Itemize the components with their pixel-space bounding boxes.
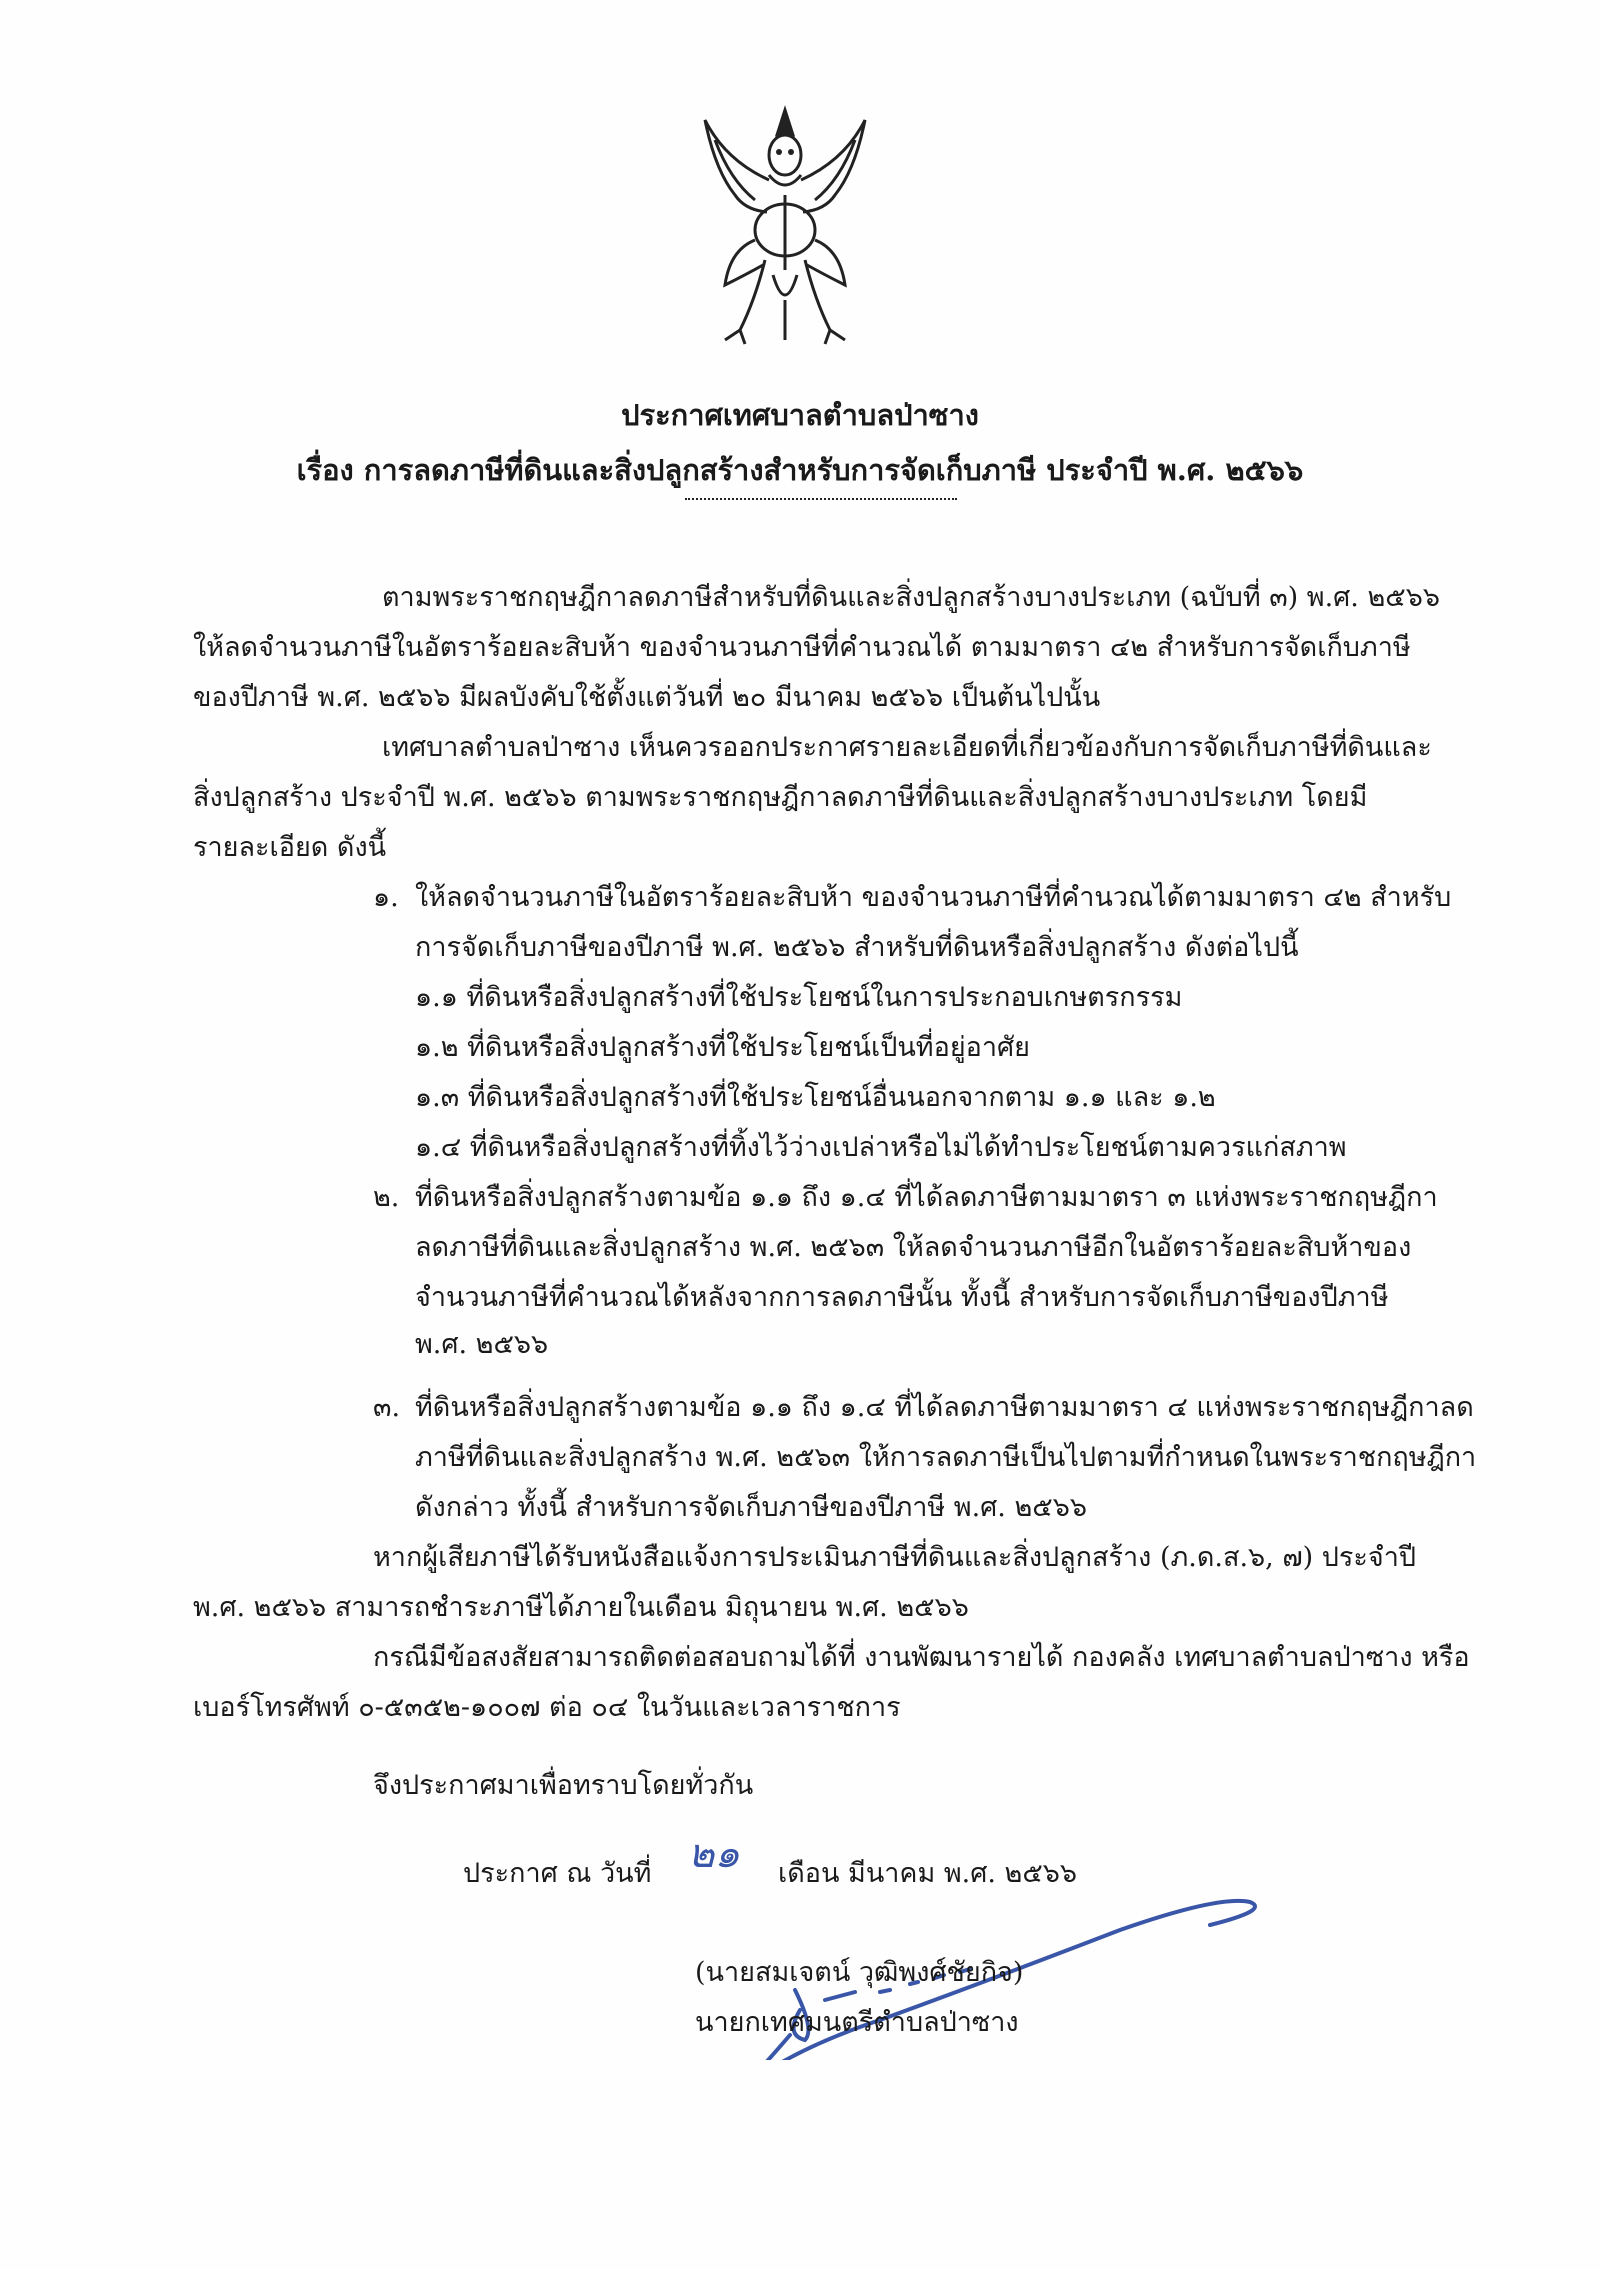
para1-line: ตามพระราชกฤษฎีกาลดภาษีสำหรับที่ดินและสิ่งปลูกสร้างบางประเภท (ฉบับที่ ๓) พ.ศ. ๒๕๖๖	[382, 582, 1440, 613]
para2-line: เทศบาลตำบลป่าซาง เห็นควรออกประกาศรายละเอียดที่เกี่ยวข้องกับการจัดเก็บภาษีที่ดินและ	[382, 732, 1432, 763]
para1-line: ให้ลดจำนวนภาษีในอัตราร้อยละสิบห้า ของจำนวนภาษีที่คำนวณได้ ตามมาตรา ๔๒ สำหรับการจัดเก็บภาษี	[193, 632, 1411, 663]
subitem-line: ๑.๓ ที่ดินหรือสิ่งปลูกสร้างที่ใช้ประโยชน์อื่นนอกจากตาม ๑.๑ และ ๑.๒	[415, 1082, 1216, 1113]
date-month-year: เดือน มีนาคม พ.ศ. ๒๕๖๖	[778, 1858, 1078, 1889]
item-number: ๓.	[373, 1392, 401, 1423]
subitem-line: ๑.๑ ที่ดินหรือสิ่งปลูกสร้างที่ใช้ประโยชน์ในการประกอบเกษตรกรรม	[415, 982, 1183, 1013]
para1-line: ของปีภาษี พ.ศ. ๒๕๖๖ มีผลบังคับใช้ตั้งแต่วันที่ ๒๐ มีนาคม ๒๕๖๖ เป็นต้นไปนั้น	[193, 682, 1101, 713]
item-line: พ.ศ. ๒๕๖๖	[415, 1329, 549, 1360]
item-number: ๑.	[373, 882, 399, 913]
subitem-line: ๑.๒ ที่ดินหรือสิ่งปลูกสร้างที่ใช้ประโยชน์เป็นที่อยู่อาศัย	[415, 1032, 1030, 1063]
para2-line: สิ่งปลูกสร้าง ประจำปี พ.ศ. ๒๕๖๖ ตามพระราชกฤษฎีกาลดภาษีที่ดินและสิ่งปลูกสร้างบางประเภท โดยมี	[193, 782, 1368, 813]
item-line: ภาษีที่ดินและสิ่งปลูกสร้าง พ.ศ. ๒๕๖๓ ให้การลดภาษีเป็นไปตามที่กำหนดในพระราชกฤษฎีกา	[415, 1442, 1477, 1473]
para4-line: กรณีมีข้อสงสัยสามารถติดต่อสอบถามได้ที่ งานพัฒนารายได้ กองคลัง เทศบาลตำบลป่าซาง หรือ	[373, 1642, 1470, 1673]
item-line: ที่ดินหรือสิ่งปลูกสร้างตามข้อ ๑.๑ ถึง ๑.๔ ที่ได้ลดภาษีตามมาตรา ๔ แห่งพระราชกฤษฎีกาลด	[415, 1392, 1474, 1423]
signatory-name: (นายสมเจตน์ วุฒิพงศ์ชัยกิจ)	[695, 1957, 1024, 1988]
para2-line: รายละเอียด ดังนี้	[193, 832, 387, 863]
date-prefix: ประกาศ ณ วันที่	[463, 1858, 652, 1889]
garuda-emblem-icon	[685, 100, 885, 350]
para3-line: หากผู้เสียภาษีได้รับหนังสือแจ้งการประเมินภาษีที่ดินและสิ่งปลูกสร้าง (ภ.ด.ส.๖, ๗) ประจำปี	[373, 1542, 1417, 1573]
document-title: ประกาศเทศบาลตำบลป่าซาง	[621, 398, 979, 432]
item-line: ดังกล่าว ทั้งนี้ สำหรับการจัดเก็บภาษีของปีภาษี พ.ศ. ๒๕๖๖	[415, 1492, 1087, 1523]
date-day-handwritten: ๒๑	[688, 1831, 740, 1877]
signatory-position: นายกเทศมนตรีตำบลป่าซาง	[695, 2007, 1019, 2038]
document-subject: เรื่อง การลดภาษีที่ดินและสิ่งปลูกสร้างสำหรับการจัดเก็บภาษี ประจำปี พ.ศ. ๒๕๖๖	[296, 453, 1304, 487]
item-line: ลดภาษีที่ดินและสิ่งปลูกสร้าง พ.ศ. ๒๕๖๓ ให้ลดจำนวนภาษีอีกในอัตราร้อยละสิบห้าของ	[415, 1232, 1412, 1263]
item-number: ๒.	[373, 1182, 400, 1213]
item-line: จำนวนภาษีที่คำนวณได้หลังจากการลดภาษีนั้น ทั้งนี้ สำหรับการจัดเก็บภาษีของปีภาษี	[415, 1282, 1389, 1313]
title-divider	[685, 498, 957, 500]
item-line: ให้ลดจำนวนภาษีในอัตราร้อยละสิบห้า ของจำนวนภาษีที่คำนวณได้ตามมาตรา ๔๒ สำหรับ	[415, 882, 1452, 913]
para4-line: เบอร์โทรศัพท์ ๐-๕๓๕๒-๑๐๐๗ ต่อ ๐๔ ในวันและเวลาราชการ	[193, 1692, 901, 1723]
item-line: ที่ดินหรือสิ่งปลูกสร้างตามข้อ ๑.๑ ถึง ๑.๔ ที่ได้ลดภาษีตามมาตรา ๓ แห่งพระราชกฤษฎีกา	[415, 1182, 1438, 1213]
subitem-line: ๑.๔ ที่ดินหรือสิ่งปลูกสร้างที่ทิ้งไว้ว่างเปล่าหรือไม่ได้ทำประโยชน์ตามควรแก่สภาพ	[415, 1132, 1347, 1163]
announcement-line: จึงประกาศมาเพื่อทราบโดยทั่วกัน	[373, 1770, 754, 1801]
item-line: การจัดเก็บภาษีของปีภาษี พ.ศ. ๒๕๖๖ สำหรับที่ดินหรือสิ่งปลูกสร้าง ดังต่อไปนี้	[415, 932, 1299, 963]
para3-line: พ.ศ. ๒๕๖๖ สามารถชำระภาษีได้ภายในเดือน มิถุนายน พ.ศ. ๒๕๖๖	[193, 1592, 969, 1623]
